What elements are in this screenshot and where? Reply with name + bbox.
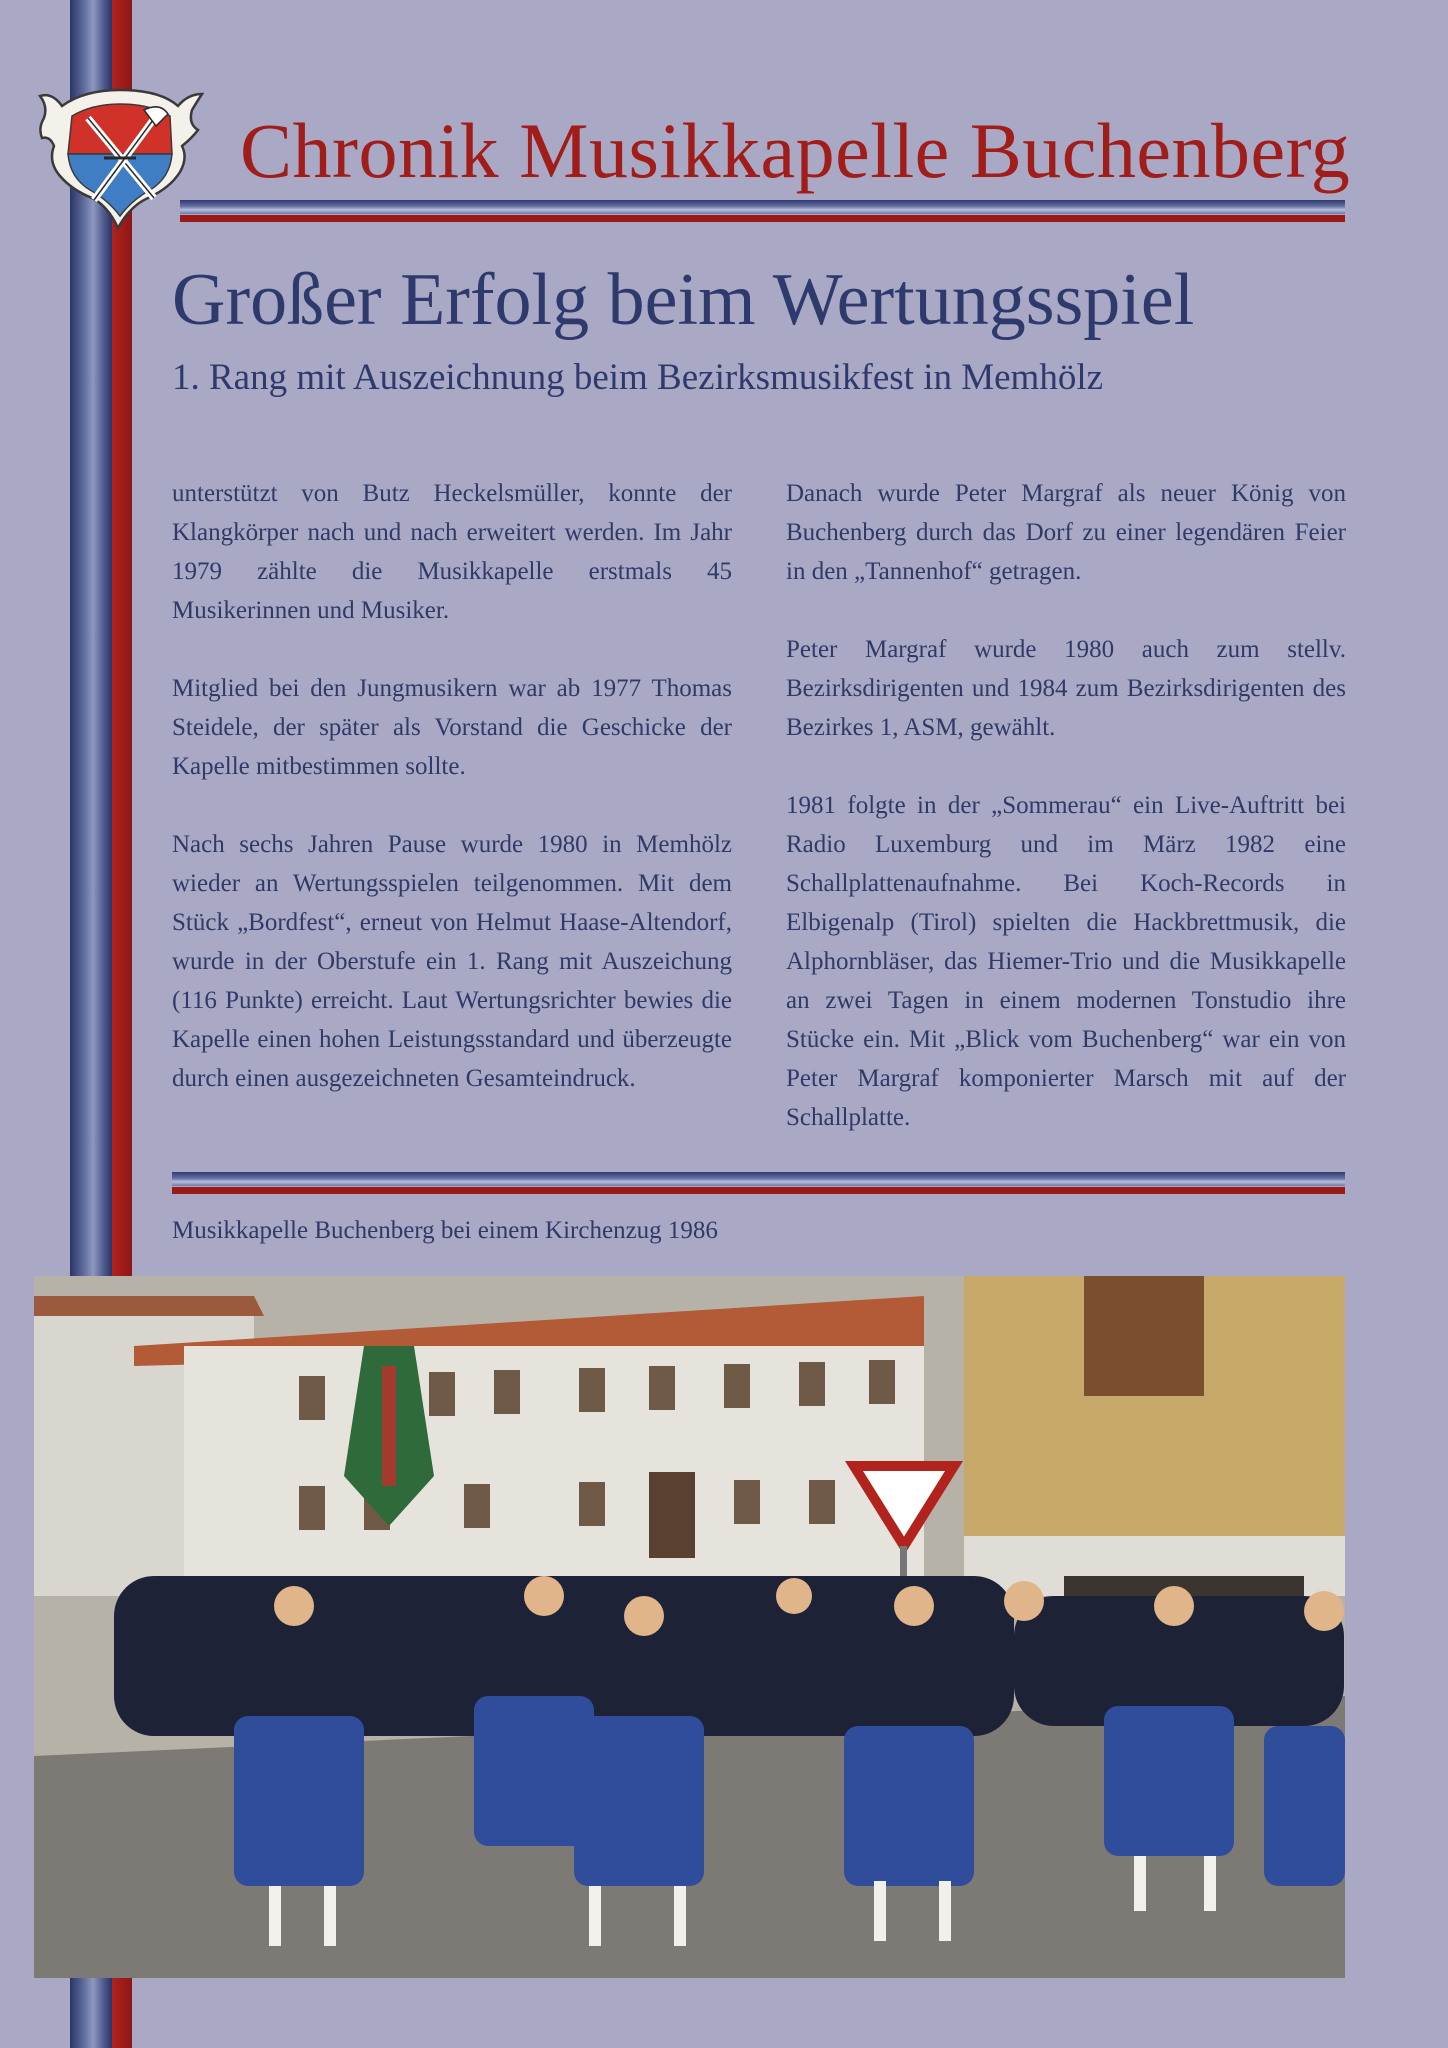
article-subheadline: 1. Rang mit Auszeichnung beim Bezirksmusikfest in Memhölz — [172, 357, 1104, 398]
page-title: Chronik Musikkapelle Buchenberg — [240, 107, 1351, 194]
right-text-column — [786, 474, 1346, 1176]
section-rule — [172, 1172, 1345, 1196]
paragraph: 1981 folgte in der „Sommerau“ ein Live-Auftritt bei Radio Luxemburg und im März 1982 eine Schallplattenaufnahme. Bei Koch-Records in Elbigenalp (Tirol) spielten die Hackbrettmusik, die Alphornbläser, das Hiemer-Trio und die Musikkapelle an zwei Tagen in einem modernen Tonstudio ihre Stücke ein. Mit „Blick vom Buchenberg“ war ein von Peter Margraf komponierter Marsch mit auf der Schallplatte. — [786, 792, 1346, 1131]
paragraph: Nach sechs Jahren Pause wurde 1980 in Memhölz wieder an Wertungsspielen teilgenommen. Mit dem Stück „Bordfest“, erneut von Helmut Haase-Altendorf, wurde in der Oberstufe ein 1. Rang mit Auszeichung (116 Punkte) erreicht. Laut Wertungsrichter bewies die Kapelle einen hohen Leistungsstandard und überzeugte durch einen ausgezeichneten Gesamteindruck. — [172, 831, 732, 1092]
paragraph: unterstützt von Butz Heckelsmüller, konnte der Klangkörper nach und nach erweitert werden. Im Jahr 1979 zählte die Musikkapelle erstmals 45 Musikerinnen und Musiker. — [172, 480, 732, 624]
band-parade-photo — [34, 1276, 1345, 1978]
paragraph: Mitglied bei den Jungmusikern war ab 1977 Thomas Steidele, der später als Vorstand die Geschicke der Kapelle mitbestimmen sollte. — [172, 675, 732, 780]
coat-of-arms-icon — [32, 66, 208, 242]
left-text-column — [172, 474, 732, 1137]
photo-caption: Musikkapelle Buchenberg bei einem Kirchenzug 1986 — [172, 1217, 718, 1244]
article-headline: Großer Erfolg beim Wertungsspiel — [172, 259, 1195, 341]
header-rule — [180, 200, 1345, 224]
paragraph: Peter Margraf wurde 1980 auch zum stellv. Bezirksdirigenten und 1984 zum Bezirksdirigenten des Bezirkes 1, ASM, gewählt. — [786, 636, 1346, 741]
paragraph: Danach wurde Peter Margraf als neuer König von Buchenberg durch das Dorf zu einer legendären Feier in den „Tannenhof“ getragen. — [786, 480, 1346, 585]
